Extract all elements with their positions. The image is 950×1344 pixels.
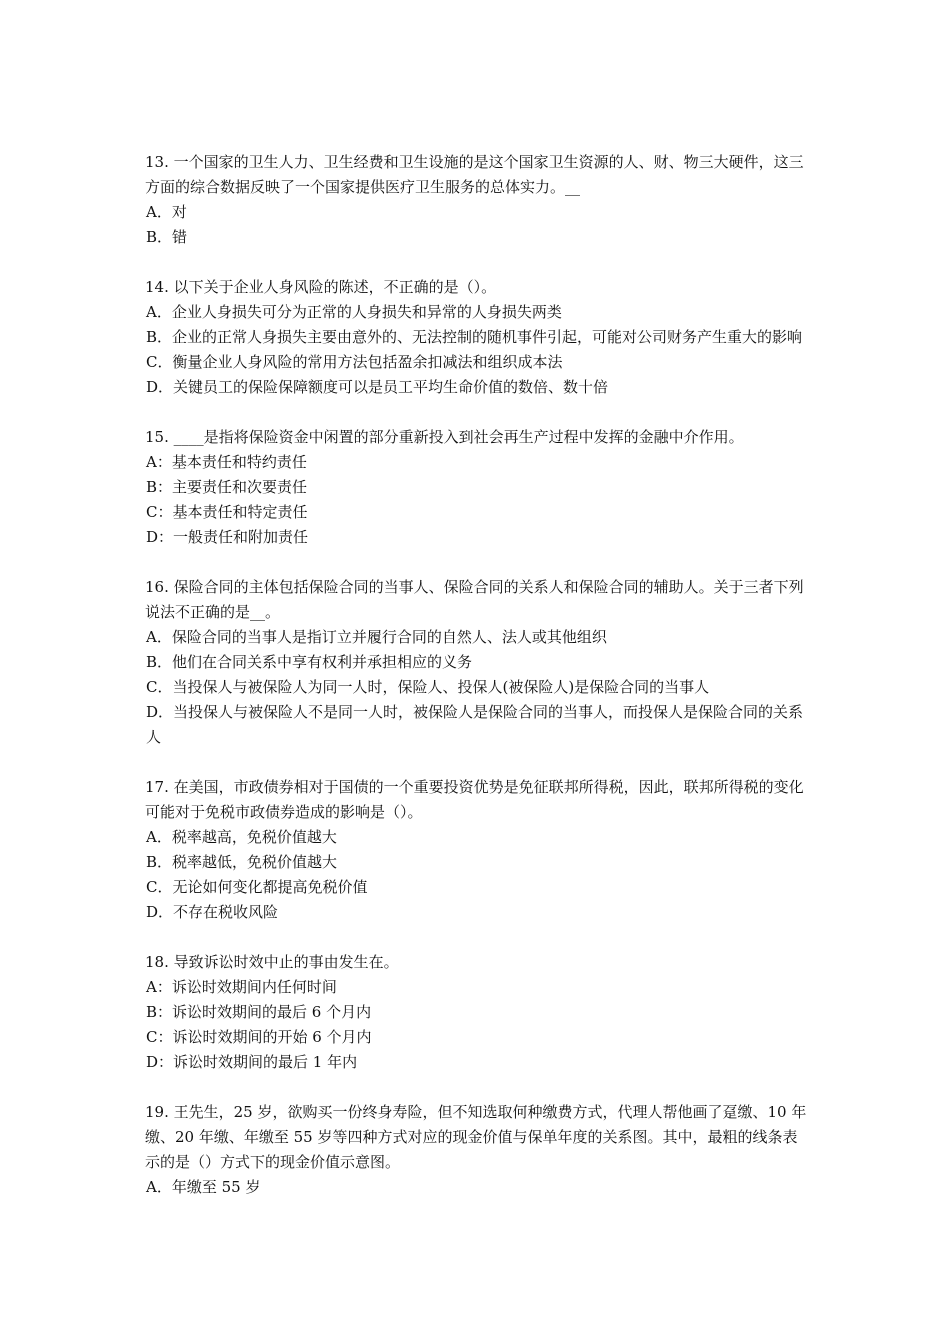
answer-option: A．企业人身损失可分为正常的人身损失和异常的人身损失两类 <box>146 303 562 321</box>
answer-option: A：诉讼时效期间内任何时间 <box>146 978 337 996</box>
answer-option: D：诉讼时效期间的最后 1 年内 <box>146 1053 358 1071</box>
answer-option: C．当投保人与被保险人为同一人时，保险人、投保人(被保险人)是保险合同的当事人 <box>146 678 710 696</box>
answer-option: D．当投保人与被保险人不是同一人时，被保险人是保险合同的当事人，而投保人是保险合同的关系人 <box>146 703 804 746</box>
question-stem: 17. 在美国，市政债券相对于国债的一个重要投资优势是免征联邦所得税，因此，联邦所得税的变化可能对于免税市政债券造成的影响是（）。 <box>145 778 804 821</box>
question-16 <box>145 575 810 750</box>
answer-option: D．关键员工的保险保障额度可以是员工平均生命价值的数倍、数十倍 <box>146 378 609 396</box>
question-stem: 16. 保险合同的主体包括保险合同的当事人、保险合同的关系人和保险合同的辅助人。关于三者下列说法不正确的是__。 <box>145 578 804 621</box>
answer-option: B．他们在合同关系中享有权利并承担相应的义务 <box>146 653 473 671</box>
question-stem: 19. 王先生，25 岁，欲购买一份终身寿险，但不知选取何种缴费方式，代理人帮他画了趸缴、10 年缴、20 年缴、年缴至 55 岁等四种方式对应的现金价值与保单年度的关系图。其中，最粗的线条表示的是（）方式下的现金价值示意图。 <box>145 1103 807 1171</box>
answer-option: D．不存在税收风险 <box>146 903 279 921</box>
answer-option: B．错 <box>146 228 188 246</box>
answer-option: C．无论如何变化都提高免税价值 <box>146 878 368 896</box>
answer-option: C：诉讼时效期间的开始 6 个月内 <box>146 1028 372 1046</box>
answer-option: B．企业的正常人身损失主要由意外的、无法控制的随机事件引起，可能对公司财务产生重大的影响 <box>146 328 803 346</box>
answer-option: B：诉讼时效期间的最后 6 个月内 <box>146 1003 372 1021</box>
answer-option: B．税率越低，免税价值越大 <box>146 853 338 871</box>
answer-option: A．对 <box>146 203 187 221</box>
answer-option: A：基本责任和特约责任 <box>146 453 307 471</box>
answer-option: C：基本责任和特定责任 <box>146 503 308 521</box>
answer-option: B：主要责任和次要责任 <box>146 478 308 496</box>
answer-option: A．年缴至 55 岁 <box>146 1178 261 1196</box>
question-list <box>145 150 810 1225</box>
question-stem: 18. 导致诉讼时效中止的事由发生在。 <box>145 953 399 971</box>
answer-option: D：一般责任和附加责任 <box>146 528 309 546</box>
question-18 <box>145 950 810 1075</box>
question-17 <box>145 775 810 925</box>
answer-option: A．保险合同的当事人是指订立并履行合同的自然人、法人或其他组织 <box>146 628 607 646</box>
answer-option: C．衡量企业人身风险的常用方法包括盈余扣减法和组织成本法 <box>146 353 563 371</box>
answer-option: A．税率越高，免税价值越大 <box>146 828 337 846</box>
question-stem: 15. ____是指将保险资金中闲置的部分重新投入到社会再生产过程中发挥的金融中介作用。 <box>145 428 744 446</box>
question-14 <box>145 275 810 400</box>
question-13 <box>145 150 810 250</box>
question-15 <box>145 425 810 550</box>
question-stem: 13. 一个国家的卫生人力、卫生经费和卫生设施的是这个国家卫生资源的人、财、物三大硬件，这三方面的综合数据反映了一个国家提供医疗卫生服务的总体实力。__ <box>145 153 804 196</box>
question-19 <box>145 1100 810 1200</box>
question-stem: 14. 以下关于企业人身风险的陈述，不正确的是（）。 <box>145 278 497 296</box>
